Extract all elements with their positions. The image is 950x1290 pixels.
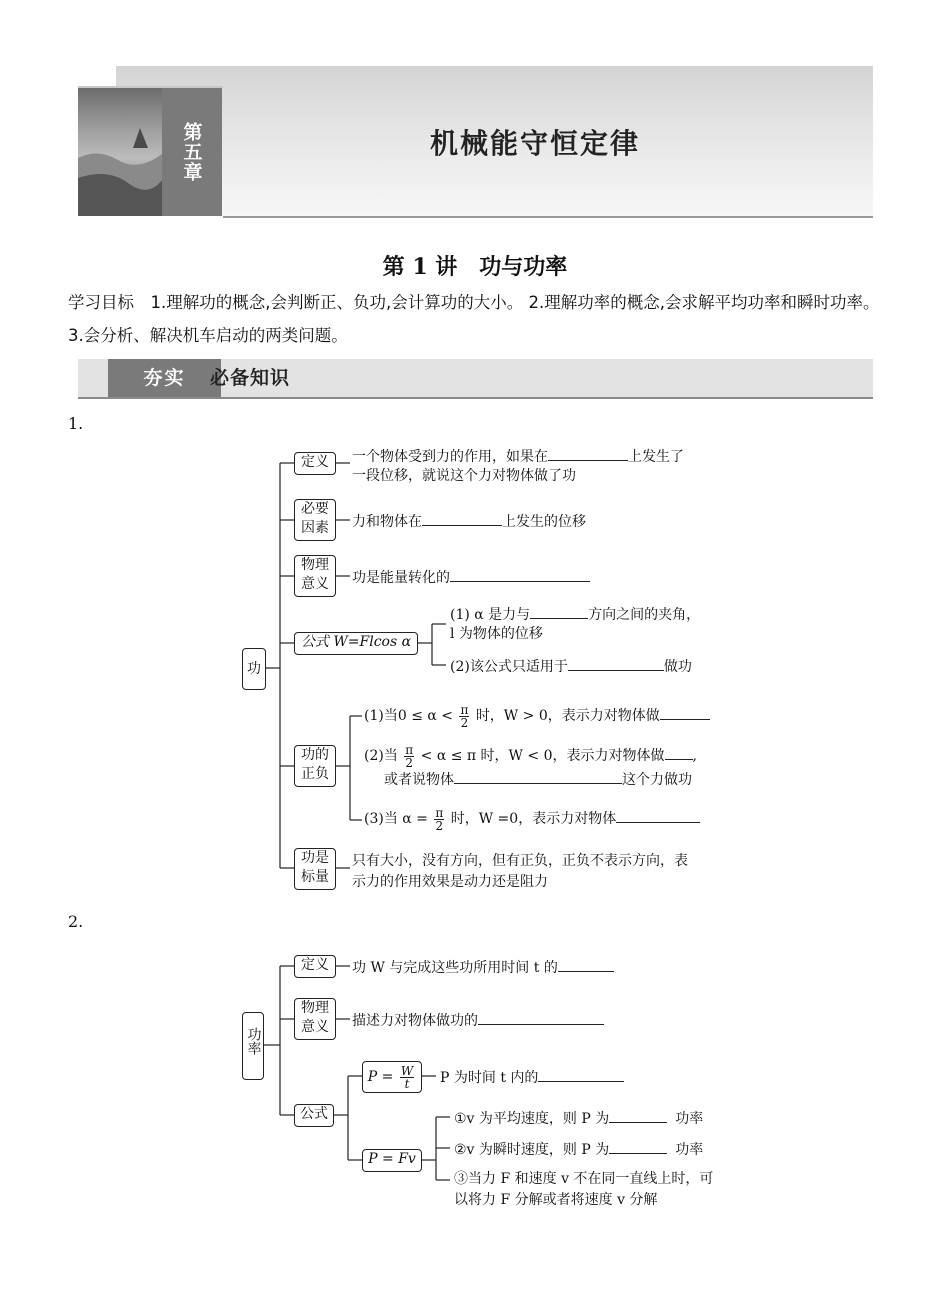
power-note-2: ②v 为瞬时速度，则 P 为 功率 bbox=[454, 1138, 703, 1161]
chapter-title: 机械能守恒定律 bbox=[430, 127, 641, 160]
work-definition-text: 一个物体受到力的作用，如果在 上发生了 bbox=[352, 445, 684, 468]
fraction-w-over-t: $\frac{W}{t}$ bbox=[400, 1063, 414, 1091]
power-meaning-text: 描述力对物体做功的 bbox=[352, 1009, 604, 1032]
power-note-1: ①v 为平均速度，则 P 为 功率 bbox=[454, 1107, 703, 1130]
blank[interactable] bbox=[609, 1107, 667, 1123]
power-meaning-node: 物理 意义 bbox=[294, 998, 336, 1040]
work-factors-text: 力和物体在 上发生的位移 bbox=[352, 510, 586, 533]
blank[interactable] bbox=[568, 655, 664, 671]
blank[interactable] bbox=[538, 1066, 624, 1082]
power-definition-text: 功 W 与完成这些功所用时间 t 的 bbox=[352, 956, 614, 979]
blank[interactable] bbox=[665, 744, 693, 760]
work-definition-text-2: 一段位移，就说这个力对物体做了功 bbox=[352, 468, 576, 484]
power-note-3b: 以将力 F 分解或者将速度 v 分解 bbox=[454, 1192, 658, 1208]
section-title: 必备知识 bbox=[210, 367, 291, 389]
power-root-node: 功率 bbox=[242, 1012, 264, 1080]
power-note-3: ③当力 F 和速度 v 不在同一直线上时，可 bbox=[454, 1171, 714, 1187]
formula-note-2: (2)该公式只适用于 做功 bbox=[450, 655, 692, 678]
chapter-label: 第五章 bbox=[180, 122, 203, 182]
work-scalar-text: 只有大小，没有方向，但有正负，正负不表示方向，表 bbox=[352, 853, 688, 869]
sign-case-2: (2)当 $\frac{\pi}{2}$ < α ≤ π 时，W < 0，表示力对物体做 , bbox=[364, 742, 697, 770]
item-number-2: 2. bbox=[68, 912, 84, 931]
blank[interactable] bbox=[616, 807, 700, 823]
item-number-1: 1. bbox=[68, 414, 84, 433]
work-scalar-node: 功是 标量 bbox=[294, 848, 336, 890]
learning-goals: 学习目标 1.理解功的概念,会判断正、负功,会计算功的大小。 2.理解功率的概念,会求解平均功率和瞬时功率。 3.会分析、解决机车启动的两类问题。 bbox=[68, 293, 880, 345]
work-factors-node: 必要 因素 bbox=[294, 499, 336, 541]
section-tag: 夯实 bbox=[143, 367, 186, 389]
blank[interactable] bbox=[558, 956, 614, 972]
blank[interactable] bbox=[422, 510, 502, 526]
power-formula-node: 公式 bbox=[294, 1104, 334, 1127]
sign-case-2b: 或者说物体 这个力做功 bbox=[384, 768, 692, 791]
sign-case-3: (3)当 α = $\frac{\pi}{2}$ 时，W =0，表示力对物体 bbox=[364, 805, 700, 833]
fraction-pi-over-2: $\frac{\pi}{2}$ bbox=[405, 742, 414, 770]
work-scalar-text-2: 示力的作用效果是动力还是阻力 bbox=[352, 874, 548, 890]
blank[interactable] bbox=[454, 768, 622, 784]
blank[interactable] bbox=[609, 1138, 667, 1154]
formula-note-1: (1) α 是力与 方向之间的夹角， bbox=[450, 603, 700, 626]
work-root-node: 功 bbox=[242, 648, 266, 690]
formula-note-1b: l 为物体的位移 bbox=[450, 626, 543, 642]
work-meaning-node: 物理 意义 bbox=[294, 555, 336, 597]
average-power-text: P 为时间 t 内的 bbox=[440, 1066, 624, 1089]
blank[interactable] bbox=[450, 566, 590, 582]
sign-case-1: (1)当0 ≤ α < $\frac{\pi}{2}$ 时，W > 0，表示力对物体做 bbox=[364, 702, 710, 730]
average-power-formula: P = $\frac{W}{t}$ bbox=[362, 1061, 422, 1093]
work-formula-node: 公式 W=Flcos α bbox=[294, 632, 418, 655]
work-definition-node: 定义 bbox=[294, 452, 336, 475]
power-definition-node: 定义 bbox=[294, 955, 336, 978]
blank[interactable] bbox=[548, 445, 628, 461]
blank[interactable] bbox=[660, 704, 710, 720]
lesson-title: 第 1 讲 功与功率 bbox=[382, 254, 568, 280]
blank[interactable] bbox=[478, 1009, 604, 1025]
fraction-pi-over-2: $\frac{\pi}{2}$ bbox=[435, 805, 444, 833]
blank[interactable] bbox=[530, 603, 588, 619]
fraction-pi-over-2: $\frac{\pi}{2}$ bbox=[460, 702, 469, 730]
work-sign-node: 功的 正负 bbox=[294, 745, 336, 787]
instant-power-formula: P = Fv bbox=[362, 1149, 422, 1172]
work-meaning-text: 功是能量转化的 bbox=[352, 566, 590, 589]
